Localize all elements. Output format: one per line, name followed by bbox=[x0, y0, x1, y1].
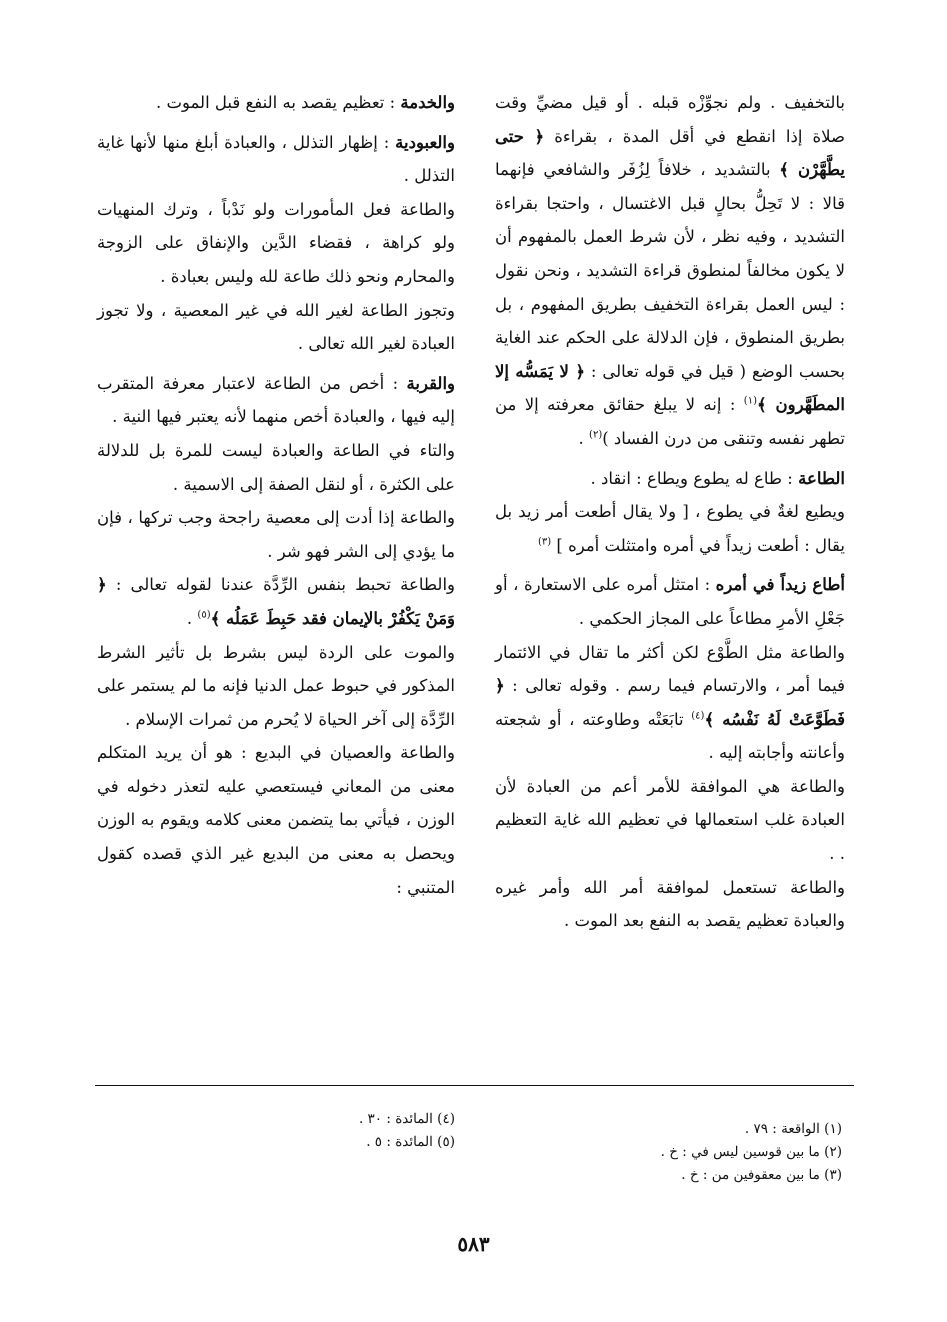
text: والموت على الردة ليس بشرط بل تأثير الشرط المذكور في حبوط عمل الدنيا فإنه ما لم يستمر على الرِّدَّة إلى آخر الحياة لا يُحرم من ثمرات الإسلام . bbox=[97, 642, 455, 729]
paragraph bbox=[97, 568, 455, 635]
paragraph bbox=[97, 736, 455, 904]
term-heading: والقربة bbox=[406, 373, 455, 393]
text: والطاعة مثل الطَّوْع لكن أكثر ما تقال في الائتمار فيما أمر ، والارتسام فيما رسم . وقوله تعالى : bbox=[495, 642, 845, 696]
right-column bbox=[495, 86, 845, 938]
left-column bbox=[97, 86, 455, 904]
paragraph bbox=[495, 86, 845, 456]
paragraph bbox=[97, 193, 455, 294]
term-heading: والعبودية bbox=[395, 132, 455, 152]
paragraph bbox=[495, 770, 845, 871]
footnote-ref: (٥) bbox=[197, 609, 211, 621]
footnotes-left bbox=[115, 1108, 455, 1154]
paragraph bbox=[495, 871, 845, 938]
text: : تعظيم يقصد به النفع قبل الموت . bbox=[155, 93, 401, 112]
text: والطاعة تحبط بنفس الرِّدَّة عندنا لقوله تعالى : bbox=[106, 575, 455, 595]
paragraph bbox=[97, 434, 455, 501]
text: . bbox=[186, 608, 198, 628]
footnote: (٥) المائدة : ٥ . bbox=[366, 1134, 455, 1150]
paragraph bbox=[97, 126, 455, 193]
footnote: (٢) ما بين قوسين ليس في : خ . bbox=[660, 1144, 842, 1160]
text: وتجوز الطاعة لغير الله في غير المعصية ، ولا تجوز العبادة لغير الله تعالى . bbox=[97, 300, 455, 354]
text: والطاعة تستعمل لموافقة أمر الله وأمر غيره والعبادة تعظيم يقصد به النفع بعد الموت . bbox=[495, 877, 845, 931]
text: . bbox=[578, 428, 590, 448]
footnote: (٤) المائدة : ٣٠ . bbox=[358, 1111, 455, 1127]
text: : إظهار التذلل ، والعبادة أبلغ منها لأنها غاية التذلل . bbox=[97, 132, 455, 186]
footnote-ref: (٤) bbox=[691, 710, 705, 722]
term-heading: أطاع زيداً في أمره bbox=[715, 575, 845, 595]
paragraph bbox=[97, 501, 455, 568]
text: : أخص من الطاعة لاعتبار معرفة المتقرب إليه فيها ، والعبادة أخص منهما لأنه يعتبر فيها النية . bbox=[97, 373, 455, 427]
term-heading: والخدمة bbox=[400, 93, 455, 112]
text: والطاعة والعصيان في البديع : هو أن يريد المتكلم معنى من المعاني فيستعصي عليه لتعذر دخوله في الوزن ، فيأتي بما يتضمن معنى كلامه ويقوم به الوزن ويحصل به معنى من البديع غير الذي قصده كقول المتنبي : bbox=[97, 743, 455, 897]
paragraph bbox=[97, 294, 455, 361]
text: : إنه لا يبلغ حقائق معرفته إلا من تطهر نفسه وتنقى من درن الفساد ) bbox=[495, 395, 845, 448]
footnote: (١) الواقعة : ٧٩ . bbox=[744, 1121, 842, 1137]
text: والطاعة فعل المأمورات ولو نَدْباً ، وترك المنهيات ولو كراهة ، فقضاء الدَّين والإنفاق على الزوجة والمحارم ونحو ذلك طاعة لله وليس بعبادة . bbox=[97, 199, 455, 286]
paragraph bbox=[495, 495, 845, 562]
text: : طاع له يطوع ويطاع : انقاد . bbox=[590, 468, 799, 488]
quran-verse: ﴿ لا يَمَسُّه إلا المطَهَّرون ﴾ bbox=[495, 361, 845, 415]
paragraph bbox=[495, 462, 845, 496]
term-heading: الطاعة bbox=[798, 468, 845, 488]
page-number: ٥٨٣ bbox=[457, 1232, 490, 1256]
footnote-ref: (٢) bbox=[589, 429, 603, 441]
paragraph bbox=[97, 367, 455, 434]
paragraph bbox=[495, 636, 845, 770]
text: ويطيع لغةٌ في يطوع ، [ ولا يقال أطعت أمر زيد بل يقال : أطعت زيداً في أمره وامتثلت أمره ] bbox=[495, 502, 845, 555]
footnote-ref: (٣) bbox=[537, 536, 552, 548]
text: والتاء في الطاعة والعبادة ليست للمرة بل للدلالة على الكثرة ، أو لنقل الصفة إلى الاسمية . bbox=[97, 440, 455, 494]
text: : امتثل أمره على الاستعارة ، أو جَعْلِ الأمرِ مطاعاً على المجاز الحكمي . bbox=[495, 575, 845, 628]
paragraph bbox=[97, 636, 455, 737]
text: بالتخفيف . ولم نجوِّزْه قبله . أو قيل مضيِّ وقت صلاة إذا انقطع في أقل المدة ، بقراءة bbox=[495, 93, 845, 146]
quran-verse: ﴿ فَطَوَّعَتْ لَهُ نَفْسُه ﴾ bbox=[495, 676, 845, 729]
footnote-ref: (١) bbox=[743, 395, 757, 407]
footnote: (٣) ما بين معقوفين من : خ . bbox=[681, 1167, 842, 1183]
text: تابَعَتْه وطاوعته ، أو شجعته وأعانته وأجابته إليه . bbox=[495, 709, 845, 763]
text: بالتشديد ، خلافاً لِزُفَر والشافعي فإنهما قالا : لا تَحِلُّ بحالٍ قبل الاغتسال ، واحتجا بقراءة التشديد ، وفيه نظر ، لأن شرط العمل بالمفهوم أن لا يكون مخالفاً لمنطوق قراءة التشديد ، ونحن نقول : ليس العمل بقراءة التخفيف بطريق المفهوم ، بل بطريق المنطوق ، فإن الدلالة على الحكم عند الغاية بحسب الوضع ( قيل في قوله تعالى : bbox=[495, 160, 845, 381]
quran-verse: ﴿ وَمَنْ يَكْفُرْ بالإيمان فقد حَبِطَ عَمَلُه ﴾ bbox=[97, 575, 455, 628]
footnotes-right bbox=[502, 1118, 842, 1187]
text: والطاعة إذا أدت إلى معصية راجحة وجب تركها ، فإن ما يؤدي إلى الشر فهو شر . bbox=[97, 508, 455, 561]
text: والطاعة هي الموافقة للأمر أعم من العبادة لأن العبادة غلب استعمالها في تعظيم الله غاية التعظيم . . bbox=[495, 776, 845, 864]
paragraph bbox=[97, 86, 455, 120]
quran-verse: ﴿ حتى يطَّهَّرْن ﴾ bbox=[495, 126, 845, 180]
paragraph bbox=[495, 568, 845, 635]
footnote-divider bbox=[95, 1085, 854, 1086]
